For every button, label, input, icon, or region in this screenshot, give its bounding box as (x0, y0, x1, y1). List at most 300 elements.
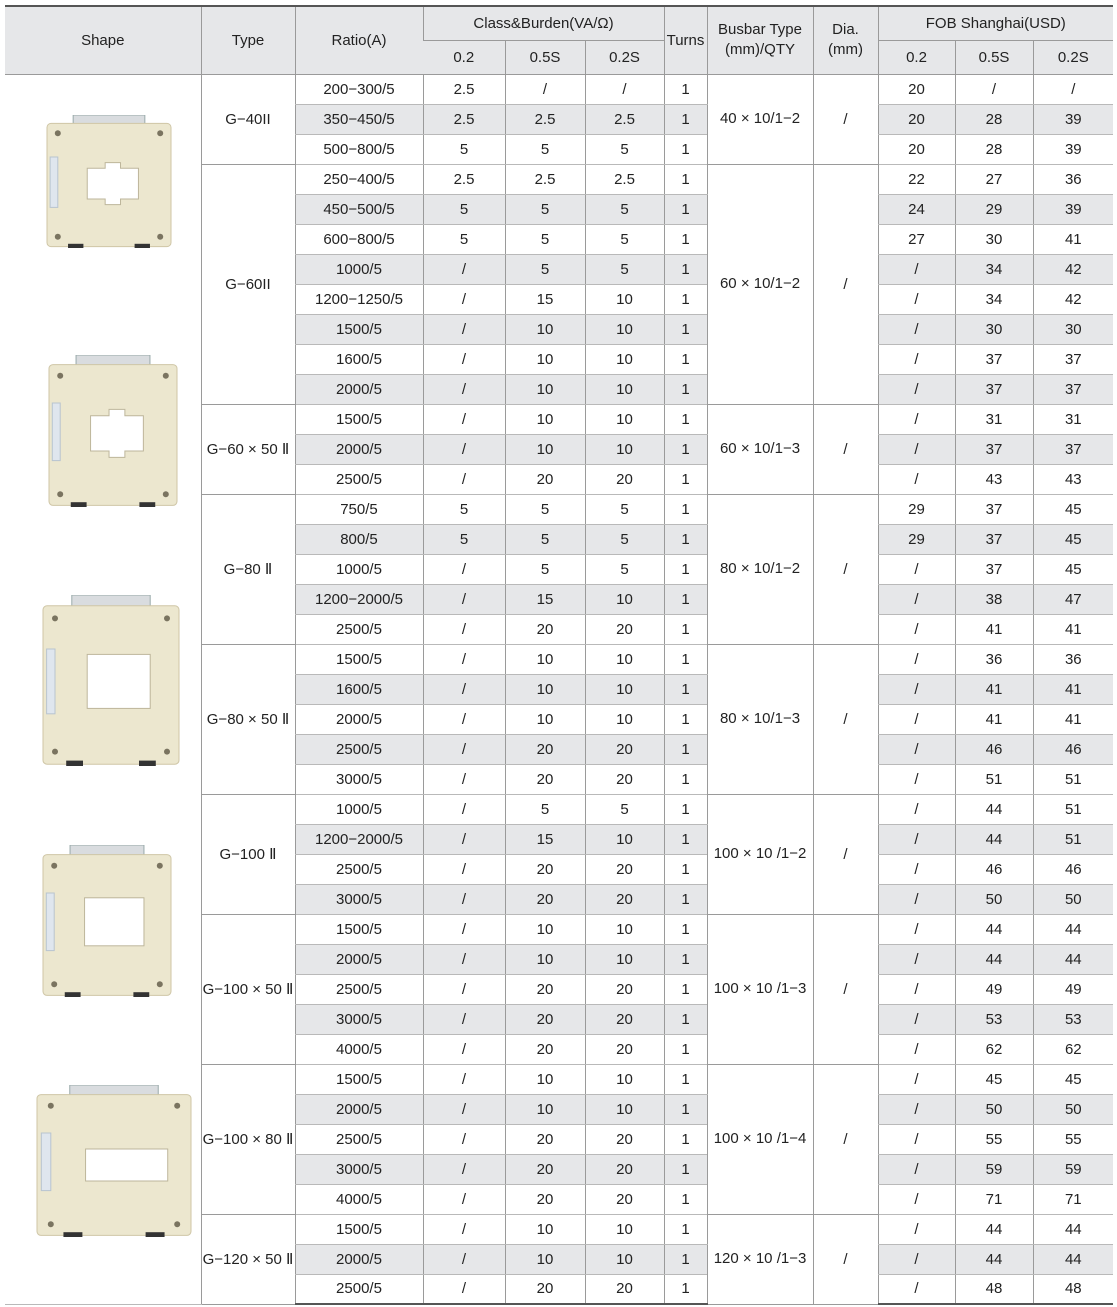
fob-0-5s-cell: 50 (955, 1094, 1033, 1124)
fob-0-5s-cell: 48 (955, 1274, 1033, 1304)
class-0-2s-cell: 10 (585, 674, 664, 704)
ratio-cell: 450−500/5 (295, 194, 423, 224)
ratio-cell: 350−450/5 (295, 104, 423, 134)
fob-0-2-cell: / (878, 1064, 955, 1094)
turns-cell: 1 (664, 1034, 707, 1064)
fob-0-2s-cell: 36 (1033, 164, 1113, 194)
class-0-5s-cell: 20 (505, 1034, 585, 1064)
header-ratio: Ratio(A) (295, 6, 423, 74)
fob-0-5s-cell: 37 (955, 434, 1033, 464)
ratio-cell: 3000/5 (295, 764, 423, 794)
fob-0-5s-cell: 44 (955, 914, 1033, 944)
ratio-cell: 1200−2000/5 (295, 584, 423, 614)
fob-0-5s-cell: 44 (955, 1244, 1033, 1274)
class-0-2s-cell: 20 (585, 1184, 664, 1214)
class-0-2s-cell: 5 (585, 254, 664, 284)
class-0-5s-cell: 20 (505, 1274, 585, 1304)
fob-0-5s-cell: 51 (955, 764, 1033, 794)
class-0-2s-cell: 10 (585, 584, 664, 614)
shape-column (5, 74, 201, 1304)
fob-0-5s-cell: 59 (955, 1154, 1033, 1184)
class-0-5s-cell: 5 (505, 194, 585, 224)
ratio-cell: 800/5 (295, 524, 423, 554)
dia-cell: / (813, 914, 878, 1064)
class-0-5s-cell: 5 (505, 794, 585, 824)
class-0-2-cell: / (423, 464, 505, 494)
class-0-2-cell: / (423, 704, 505, 734)
fob-0-2-cell: / (878, 764, 955, 794)
fob-0-2-cell: 29 (878, 494, 955, 524)
class-0-2s-cell: 10 (585, 704, 664, 734)
fob-0-5s-cell: 41 (955, 704, 1033, 734)
ratio-cell: 1500/5 (295, 1214, 423, 1244)
class-0-2-cell: / (423, 974, 505, 1004)
class-0-5s-cell: 20 (505, 1124, 585, 1154)
class-0-2-cell: / (423, 374, 505, 404)
class-0-2-cell: / (423, 1064, 505, 1094)
class-0-2-cell: / (423, 1004, 505, 1034)
class-0-2s-cell: 2.5 (585, 104, 664, 134)
fob-0-2s-cell: 43 (1033, 464, 1113, 494)
fob-0-2-cell: / (878, 1034, 955, 1064)
turns-cell: 1 (664, 644, 707, 674)
fob-0-5s-cell: 62 (955, 1034, 1033, 1064)
fob-0-5s-cell: 49 (955, 974, 1033, 1004)
class-0-2-cell: / (423, 644, 505, 674)
fob-0-2s-cell: 51 (1033, 764, 1113, 794)
fob-0-2s-cell: 53 (1033, 1004, 1113, 1034)
fob-0-2s-cell: 39 (1033, 104, 1113, 134)
class-0-5s-cell: 20 (505, 1154, 585, 1184)
turns-cell: 1 (664, 194, 707, 224)
busbar-cell: 80 × 10/1−3 (707, 644, 813, 794)
fob-0-5s-cell: 37 (955, 344, 1033, 374)
fob-0-2s-cell: 37 (1033, 344, 1113, 374)
ratio-cell: 750/5 (295, 494, 423, 524)
turns-cell: 1 (664, 1124, 707, 1154)
dia-cell: / (813, 1064, 878, 1214)
turns-cell: 1 (664, 1274, 707, 1304)
class-0-2-cell: / (423, 734, 505, 764)
busbar-cell: 100 × 10 /1−2 (707, 794, 813, 914)
fob-0-2s-cell: 59 (1033, 1154, 1113, 1184)
fob-0-2-cell: / (878, 554, 955, 584)
fob-0-2s-cell: 39 (1033, 134, 1113, 164)
turns-cell: 1 (664, 764, 707, 794)
fob-0-5s-cell: 28 (955, 134, 1033, 164)
turns-cell: 1 (664, 224, 707, 254)
fob-0-2s-cell: 30 (1033, 314, 1113, 344)
ratio-cell: 1500/5 (295, 314, 423, 344)
dia-cell: / (813, 494, 878, 644)
class-0-2-cell: / (423, 614, 505, 644)
class-0-5s-cell: / (505, 74, 585, 104)
ratio-cell: 2000/5 (295, 374, 423, 404)
class-0-2s-cell: 20 (585, 1034, 664, 1064)
ratio-cell: 1000/5 (295, 794, 423, 824)
header-type: Type (201, 6, 295, 74)
ratio-cell: 3000/5 (295, 1004, 423, 1034)
class-0-2-cell: / (423, 1124, 505, 1154)
class-0-5s-cell: 10 (505, 644, 585, 674)
class-0-5s-cell: 10 (505, 674, 585, 704)
ratio-cell: 1600/5 (295, 344, 423, 374)
fob-0-2-cell: / (878, 794, 955, 824)
class-0-5s-cell: 2.5 (505, 104, 585, 134)
fob-0-2s-cell: 44 (1033, 944, 1113, 974)
class-0-2s-cell: 10 (585, 914, 664, 944)
fob-0-2-cell: / (878, 944, 955, 974)
dia-cell: / (813, 74, 878, 164)
class-0-2s-cell: 20 (585, 974, 664, 1004)
class-0-2s-cell: 10 (585, 1094, 664, 1124)
class-0-2s-cell: 20 (585, 884, 664, 914)
dia-cell: / (813, 1214, 878, 1304)
class-0-2-cell: 5 (423, 224, 505, 254)
class-0-5s-cell: 10 (505, 434, 585, 464)
ratio-cell: 4000/5 (295, 1184, 423, 1214)
fob-0-5s-cell: 30 (955, 224, 1033, 254)
fob-0-5s-cell: 34 (955, 254, 1033, 284)
class-0-2-cell: / (423, 914, 505, 944)
class-0-5s-cell: 10 (505, 374, 585, 404)
fob-0-2s-cell: 44 (1033, 1244, 1113, 1274)
turns-cell: 1 (664, 1184, 707, 1214)
fob-0-2-cell: 20 (878, 104, 955, 134)
fob-0-5s-cell: / (955, 74, 1033, 104)
fob-0-2s-cell: 39 (1033, 194, 1113, 224)
class-0-5s-cell: 5 (505, 254, 585, 284)
class-0-2-cell: 2.5 (423, 164, 505, 194)
class-0-2s-cell: / (585, 74, 664, 104)
class-0-2-cell: / (423, 764, 505, 794)
turns-cell: 1 (664, 344, 707, 374)
fob-0-2s-cell: 42 (1033, 254, 1113, 284)
table-header (5, 6, 1113, 74)
ratio-cell: 3000/5 (295, 884, 423, 914)
turns-cell: 1 (664, 674, 707, 704)
header-fob-0-5s: 0.5S (955, 40, 1033, 74)
ratio-cell: 600−800/5 (295, 224, 423, 254)
fob-0-2s-cell: 47 (1033, 584, 1113, 614)
dia-cell: / (813, 164, 878, 404)
class-0-2-cell: / (423, 1244, 505, 1274)
class-0-2s-cell: 10 (585, 374, 664, 404)
type-cell: G−80 Ⅱ (201, 494, 295, 644)
fob-0-5s-cell: 29 (955, 194, 1033, 224)
fob-0-2s-cell: 48 (1033, 1274, 1113, 1304)
class-0-2-cell: / (423, 314, 505, 344)
fob-0-2-cell: / (878, 314, 955, 344)
fob-0-2s-cell: 55 (1033, 1124, 1113, 1154)
ratio-cell: 2500/5 (295, 854, 423, 884)
ratio-cell: 2000/5 (295, 944, 423, 974)
fob-0-5s-cell: 37 (955, 524, 1033, 554)
fob-0-2-cell: / (878, 884, 955, 914)
turns-cell: 1 (664, 1154, 707, 1184)
class-0-2-cell: / (423, 404, 505, 434)
turns-cell: 1 (664, 134, 707, 164)
dia-cell: / (813, 404, 878, 494)
class-0-5s-cell: 10 (505, 914, 585, 944)
class-0-2-cell: / (423, 1154, 505, 1184)
ratio-cell: 500−800/5 (295, 134, 423, 164)
spec-table (5, 5, 1113, 1305)
header-class-0-2s: 0.2S (585, 40, 664, 74)
class-0-5s-cell: 5 (505, 554, 585, 584)
type-cell: G−100 × 80 Ⅱ (201, 1064, 295, 1214)
class-0-5s-cell: 10 (505, 704, 585, 734)
fob-0-5s-cell: 44 (955, 944, 1033, 974)
class-0-2-cell: / (423, 344, 505, 374)
class-0-2-cell: / (423, 674, 505, 704)
class-0-2s-cell: 20 (585, 1154, 664, 1184)
ct-image-g80 (41, 595, 181, 779)
class-0-2s-cell: 5 (585, 794, 664, 824)
fob-0-5s-cell: 53 (955, 1004, 1033, 1034)
turns-cell: 1 (664, 314, 707, 344)
turns-cell: 1 (664, 884, 707, 914)
ratio-cell: 2000/5 (295, 704, 423, 734)
fob-0-2s-cell: 51 (1033, 824, 1113, 854)
fob-0-5s-cell: 34 (955, 284, 1033, 314)
busbar-cell: 80 × 10/1−2 (707, 494, 813, 644)
fob-0-2-cell: / (878, 734, 955, 764)
class-0-2s-cell: 5 (585, 194, 664, 224)
fob-0-5s-cell: 37 (955, 494, 1033, 524)
ct-image-g40 (45, 115, 173, 259)
fob-0-5s-cell: 28 (955, 104, 1033, 134)
class-0-2-cell: / (423, 824, 505, 854)
class-0-2-cell: / (423, 944, 505, 974)
class-0-2s-cell: 10 (585, 1244, 664, 1274)
fob-0-2-cell: / (878, 1244, 955, 1274)
class-0-2-cell: / (423, 1274, 505, 1304)
fob-0-2s-cell: 46 (1033, 734, 1113, 764)
fob-0-2-cell: 20 (878, 134, 955, 164)
fob-0-2s-cell: 71 (1033, 1184, 1113, 1214)
turns-cell: 1 (664, 74, 707, 104)
turns-cell: 1 (664, 284, 707, 314)
turns-cell: 1 (664, 104, 707, 134)
class-0-5s-cell: 20 (505, 1184, 585, 1214)
header-fob-0-2s: 0.2S (1033, 40, 1113, 74)
class-0-5s-cell: 15 (505, 284, 585, 314)
class-0-2-cell: / (423, 434, 505, 464)
class-0-2s-cell: 20 (585, 614, 664, 644)
class-0-2s-cell: 10 (585, 284, 664, 314)
fob-0-2s-cell: 49 (1033, 974, 1113, 1004)
fob-0-2-cell: / (878, 1004, 955, 1034)
class-0-2s-cell: 10 (585, 434, 664, 464)
fob-0-2s-cell: 44 (1033, 914, 1113, 944)
class-0-2s-cell: 20 (585, 764, 664, 794)
busbar-cell: 120 × 10 /1−3 (707, 1214, 813, 1304)
class-0-5s-cell: 20 (505, 734, 585, 764)
fob-0-2-cell: / (878, 824, 955, 854)
header-fob-0-2: 0.2 (878, 40, 955, 74)
fob-0-2-cell: 22 (878, 164, 955, 194)
dia-cell: / (813, 644, 878, 794)
fob-0-2-cell: / (878, 1124, 955, 1154)
fob-0-2s-cell: 46 (1033, 854, 1113, 884)
ratio-cell: 2500/5 (295, 1124, 423, 1154)
busbar-cell: 60 × 10/1−2 (707, 164, 813, 404)
class-0-2s-cell: 20 (585, 1274, 664, 1304)
class-0-2s-cell: 20 (585, 854, 664, 884)
fob-0-5s-cell: 37 (955, 374, 1033, 404)
class-0-5s-cell: 20 (505, 884, 585, 914)
fob-0-2-cell: / (878, 674, 955, 704)
class-0-2-cell: 5 (423, 524, 505, 554)
fob-0-2s-cell: 51 (1033, 794, 1113, 824)
fob-0-2s-cell: 50 (1033, 1094, 1113, 1124)
fob-0-2-cell: / (878, 284, 955, 314)
ratio-cell: 2000/5 (295, 1244, 423, 1274)
ratio-cell: 1500/5 (295, 644, 423, 674)
table-body (5, 74, 1113, 1304)
fob-0-2s-cell: 41 (1033, 614, 1113, 644)
turns-cell: 1 (664, 254, 707, 284)
ratio-cell: 200−300/5 (295, 74, 423, 104)
turns-cell: 1 (664, 704, 707, 734)
class-0-5s-cell: 20 (505, 464, 585, 494)
fob-0-2s-cell: 41 (1033, 674, 1113, 704)
fob-0-2-cell: / (878, 1214, 955, 1244)
turns-cell: 1 (664, 974, 707, 1004)
header-fob: FOB Shanghai(USD) (878, 6, 1113, 40)
ratio-cell: 1200−2000/5 (295, 824, 423, 854)
class-0-2s-cell: 5 (585, 554, 664, 584)
turns-cell: 1 (664, 1214, 707, 1244)
class-0-2-cell: / (423, 1214, 505, 1244)
class-0-2-cell: / (423, 1034, 505, 1064)
class-0-2s-cell: 10 (585, 824, 664, 854)
class-0-5s-cell: 10 (505, 1214, 585, 1244)
fob-0-2s-cell: 45 (1033, 494, 1113, 524)
fob-0-2-cell: / (878, 1094, 955, 1124)
ct-image-g100x80 (35, 1085, 193, 1249)
class-0-2-cell: / (423, 584, 505, 614)
class-0-5s-cell: 5 (505, 494, 585, 524)
ratio-cell: 250−400/5 (295, 164, 423, 194)
class-0-5s-cell: 10 (505, 314, 585, 344)
turns-cell: 1 (664, 1064, 707, 1094)
header-dia: Dia. (mm) (813, 6, 878, 74)
turns-cell: 1 (664, 824, 707, 854)
class-0-5s-cell: 10 (505, 404, 585, 434)
class-0-2-cell: / (423, 884, 505, 914)
fob-0-2-cell: / (878, 1274, 955, 1304)
fob-0-2-cell: / (878, 614, 955, 644)
class-0-5s-cell: 10 (505, 1064, 585, 1094)
fob-0-5s-cell: 55 (955, 1124, 1033, 1154)
ratio-cell: 3000/5 (295, 1154, 423, 1184)
turns-cell: 1 (664, 944, 707, 974)
fob-0-2-cell: / (878, 1154, 955, 1184)
fob-0-5s-cell: 46 (955, 734, 1033, 764)
busbar-cell: 100 × 10 /1−3 (707, 914, 813, 1064)
fob-0-5s-cell: 44 (955, 824, 1033, 854)
class-0-5s-cell: 20 (505, 974, 585, 1004)
class-0-2s-cell: 20 (585, 1004, 664, 1034)
turns-cell: 1 (664, 434, 707, 464)
busbar-cell: 100 × 10 /1−4 (707, 1064, 813, 1214)
type-cell: G−40II (201, 74, 295, 164)
busbar-cell: 60 × 10/1−3 (707, 404, 813, 494)
header-shape: Shape (5, 6, 201, 74)
table-row (5, 74, 1113, 104)
type-cell: G−120 × 50 Ⅱ (201, 1214, 295, 1304)
class-0-2s-cell: 20 (585, 1124, 664, 1154)
turns-cell: 1 (664, 524, 707, 554)
class-0-2s-cell: 5 (585, 134, 664, 164)
fob-0-2s-cell: 31 (1033, 404, 1113, 434)
fob-0-2-cell: 20 (878, 74, 955, 104)
ratio-cell: 1000/5 (295, 254, 423, 284)
ratio-cell: 2500/5 (295, 1274, 423, 1304)
fob-0-2-cell: / (878, 374, 955, 404)
class-0-2s-cell: 5 (585, 224, 664, 254)
class-0-2-cell: / (423, 854, 505, 884)
class-0-5s-cell: 5 (505, 134, 585, 164)
turns-cell: 1 (664, 1244, 707, 1274)
fob-0-5s-cell: 30 (955, 314, 1033, 344)
fob-0-2s-cell: 44 (1033, 1214, 1113, 1244)
fob-0-2-cell: 27 (878, 224, 955, 254)
ct-image-g60 (47, 355, 179, 519)
class-0-2s-cell: 20 (585, 464, 664, 494)
fob-0-2-cell: 29 (878, 524, 955, 554)
fob-0-2s-cell: 37 (1033, 374, 1113, 404)
fob-0-2s-cell: 36 (1033, 644, 1113, 674)
turns-cell: 1 (664, 914, 707, 944)
fob-0-5s-cell: 41 (955, 674, 1033, 704)
fob-0-5s-cell: 36 (955, 644, 1033, 674)
type-cell: G−60 × 50 Ⅱ (201, 404, 295, 494)
class-0-5s-cell: 20 (505, 1004, 585, 1034)
fob-0-5s-cell: 50 (955, 884, 1033, 914)
class-0-2-cell: 5 (423, 134, 505, 164)
fob-0-5s-cell: 45 (955, 1064, 1033, 1094)
turns-cell: 1 (664, 1094, 707, 1124)
class-0-5s-cell: 10 (505, 1094, 585, 1124)
ratio-cell: 1500/5 (295, 404, 423, 434)
ratio-cell: 2500/5 (295, 614, 423, 644)
fob-0-2-cell: / (878, 344, 955, 374)
header-class-0-2: 0.2 (423, 40, 505, 74)
class-0-5s-cell: 15 (505, 824, 585, 854)
header-class-burden: Class&Burden(VA/Ω) (423, 6, 664, 40)
fob-0-5s-cell: 46 (955, 854, 1033, 884)
turns-cell: 1 (664, 614, 707, 644)
class-0-2s-cell: 10 (585, 1214, 664, 1244)
turns-cell: 1 (664, 494, 707, 524)
ratio-cell: 1200−1250/5 (295, 284, 423, 314)
dia-cell: / (813, 794, 878, 914)
class-0-2-cell: / (423, 1184, 505, 1214)
fob-0-2-cell: / (878, 854, 955, 884)
class-0-5s-cell: 5 (505, 524, 585, 554)
type-cell: G−100 × 50 Ⅱ (201, 914, 295, 1064)
turns-cell: 1 (664, 464, 707, 494)
fob-0-2-cell: 24 (878, 194, 955, 224)
header-turns: Turns (664, 6, 707, 74)
ratio-cell: 1500/5 (295, 1064, 423, 1094)
fob-0-2-cell: / (878, 1184, 955, 1214)
fob-0-2s-cell: 41 (1033, 704, 1113, 734)
ratio-cell: 4000/5 (295, 1034, 423, 1064)
